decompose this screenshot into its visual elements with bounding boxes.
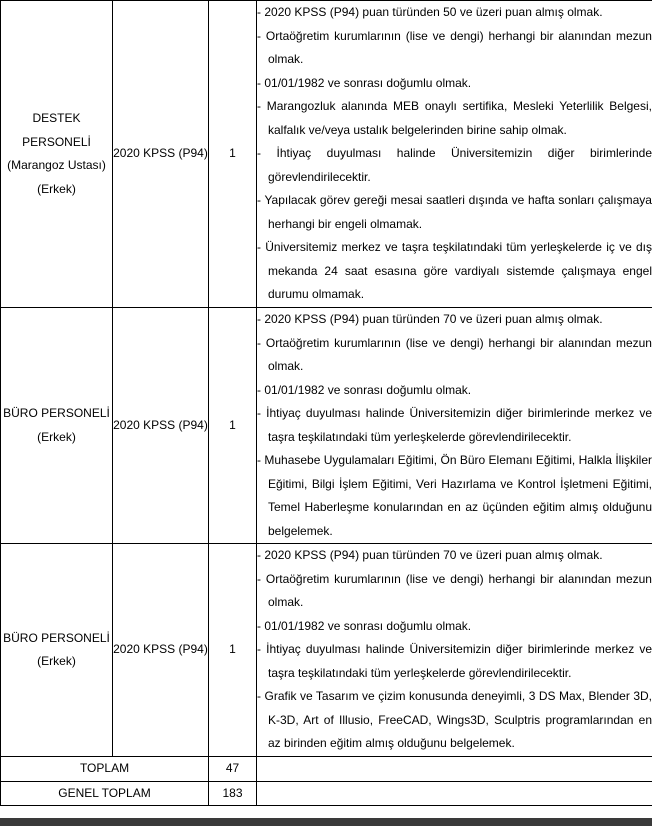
requirement-item: - Ortaöğretim kurumlarının (lise ve dengi) herhangi bir alanından mezun olmak. xyxy=(257,568,652,615)
requirement-item: - 01/01/1982 ve sonrası doğumlu olmak. xyxy=(257,615,652,639)
requirement-item: - 2020 KPSS (P94) puan türünden 50 ve üzeri puan almış olmak. xyxy=(257,1,652,25)
position-title xyxy=(1,544,113,757)
requirement-item: - İhtiyaç duyulması halinde Üniversitemizin diğer birimlerinde merkez ve taşra teşkilatındaki tüm yerleşkelerde görevlendirilecektir. xyxy=(257,402,652,449)
position-title xyxy=(1,1,113,308)
position-title xyxy=(1,308,113,544)
requirement-item: - Muhasebe Uygulamaları Eğitimi, Ön Büro Elemanı Eğitimi, Halkla İlişkiler Eğitimi, Bilgi İşlem Eğitimi, Veri Hazırlama ve Kontrol İşletmeni Eğitimi, Temel Haberleşme konularından en az üçünden eğitim almış olduğunu belgelemek. xyxy=(257,449,652,543)
grand-total-row xyxy=(1,781,652,806)
grand-total-value: 183 xyxy=(209,781,257,806)
position-count: 1 xyxy=(209,544,257,757)
requirement-item: - İhtiyaç duyulması halinde Üniversitemizin diğer birimlerinde merkez ve taşra teşkilatındaki tüm yerleşkelerde görevlendirilecektir. xyxy=(257,638,652,685)
requirements-cell xyxy=(257,1,652,308)
exam-type: 2020 KPSS (P94) xyxy=(113,1,209,308)
requirements-cell xyxy=(257,308,652,544)
requirement-item: - Ortaöğretim kurumlarının (lise ve dengi) herhangi bir alanından mezun olmak. xyxy=(257,25,652,72)
position-title-line: (Erkek) xyxy=(37,654,76,668)
total-label: TOPLAM xyxy=(1,757,209,782)
requirements-list xyxy=(257,308,652,543)
position-count: 1 xyxy=(209,308,257,544)
position-title-line: BÜRO PERSONELİ xyxy=(3,630,110,645)
requirement-item: - 2020 KPSS (P94) puan türünden 70 ve üzeri puan almış olmak. xyxy=(257,308,652,332)
exam-type: 2020 KPSS (P94) xyxy=(113,308,209,544)
requirement-item: - 2020 KPSS (P94) puan türünden 70 ve üzeri puan almış olmak. xyxy=(257,544,652,568)
requirements-list xyxy=(257,544,652,756)
total-empty-cell xyxy=(257,757,652,782)
position-title-line: PERSONELİ xyxy=(22,134,91,149)
position-count: 1 xyxy=(209,1,257,308)
requirement-item: - Marangozluk alanında MEB onaylı sertifika, Mesleki Yeterlilik Belgesi, kalfalık ve/veya ustalık belgelerinden birine sahip olmak. xyxy=(257,95,652,142)
position-title-line: BÜRO PERSONELİ xyxy=(3,406,110,420)
total-value: 47 xyxy=(209,757,257,782)
requirement-item: - 01/01/1982 ve sonrası doğumlu olmak. xyxy=(257,379,652,403)
requirement-item: - Ortaöğretim kurumlarının (lise ve dengi) herhangi bir alanından mezun olmak. xyxy=(257,332,652,379)
table-row xyxy=(1,308,652,544)
page-footer-bar xyxy=(0,818,652,826)
position-title-line: DESTEK xyxy=(32,111,81,125)
requirement-item: - Yapılacak görev gereği mesai saatleri dışında ve hafta sonları çalışmaya herhangi bir engeli olmamak. xyxy=(257,189,652,236)
position-title-line: (Marangoz Ustası) xyxy=(7,158,106,172)
total-row xyxy=(1,757,652,782)
requirement-item: - Grafik ve Tasarım ve çizim konusunda deneyimli, 3 DS Max, Blender 3D, K-3D, Art of Illusio, FreeCAD, Wings3D, Sculptris programlarından en az birinden eğitim almış olduğunu belgelemek. xyxy=(257,685,652,756)
requirement-item: - İhtiyaç duyulması halinde Üniversitemizin diğer birimlerinde görevlendirilecektir. xyxy=(257,142,652,189)
position-title-line: (Erkek) xyxy=(37,429,76,444)
table-row xyxy=(1,544,652,757)
requirements-cell xyxy=(257,544,652,757)
grand-total-empty-cell xyxy=(257,781,652,806)
requirement-item: - Üniversitemiz merkez ve taşra teşkilatındaki tüm yerleşkelerde iç ve dış mekanda 24 saat esasına göre vardiyalı sistemde çalışmaya engel durumu olmamak. xyxy=(257,236,652,307)
exam-type: 2020 KPSS (P94) xyxy=(113,544,209,757)
table-row xyxy=(1,1,652,308)
position-title-line: (Erkek) xyxy=(37,181,76,196)
requirement-item: - 01/01/1982 ve sonrası doğumlu olmak. xyxy=(257,72,652,96)
requirements-list xyxy=(257,1,652,307)
grand-total-label: GENEL TOPLAM xyxy=(1,781,209,806)
